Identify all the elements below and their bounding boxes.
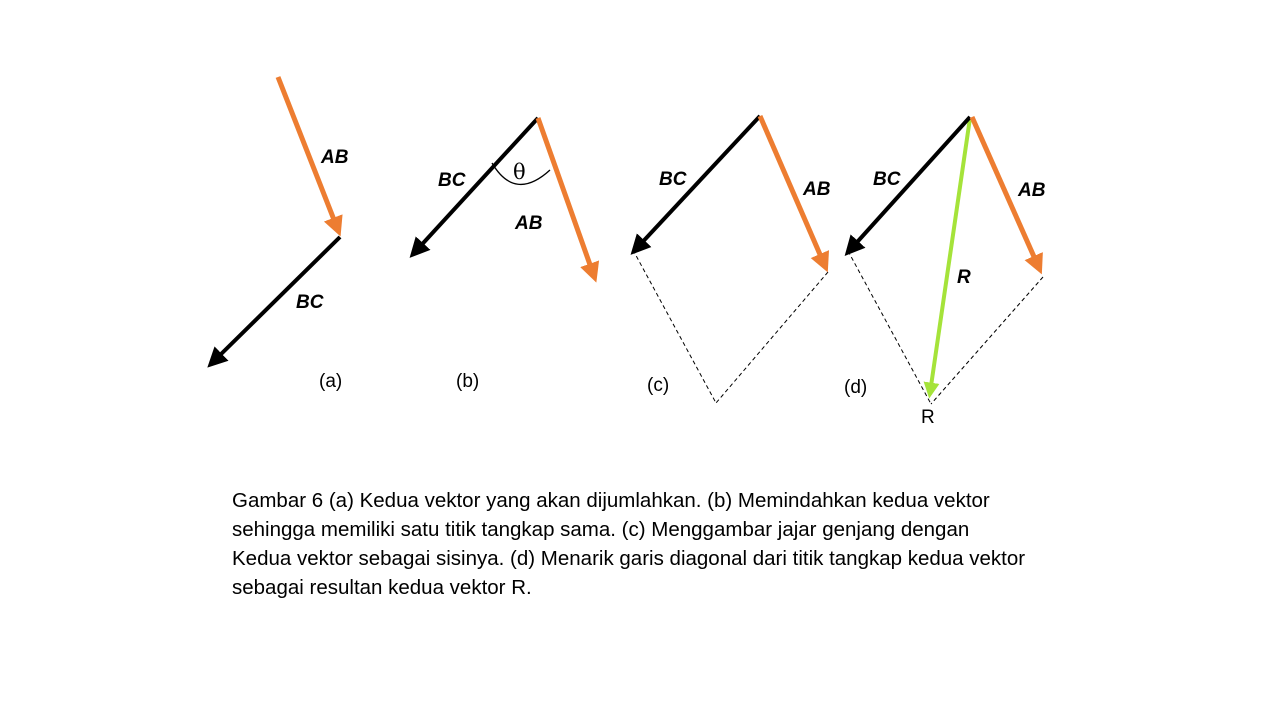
panel-tag: (b) (456, 371, 480, 392)
vector-bc-label: BC (438, 170, 466, 191)
panel-tag: (d) (844, 377, 868, 398)
parallelogram-side-dashed (716, 272, 828, 403)
parallelogram-side-dashed (633, 250, 716, 403)
theta-symbol: θ (513, 160, 526, 184)
vector-bc-label: BC (659, 169, 687, 190)
vector-bc-arrow (636, 116, 760, 249)
vector-ab-label: AB (1018, 180, 1046, 201)
caption-line: sebagai resultan kedua vektor R. (232, 576, 532, 599)
resultant-r-arrow (930, 118, 970, 393)
vector-bc-label: BC (873, 169, 901, 190)
parallelogram-side-dashed (931, 277, 1043, 404)
caption-line: sehingga memiliki satu titik tangkap sama. (c) Menggambar jajar genjang dengan (232, 518, 970, 541)
panel-a (213, 77, 349, 392)
vector-ab-label: AB (803, 179, 831, 200)
caption-line: Kedua vektor sebagai sisinya. (d) Menarik garis diagonal dari titik tangkap kedua vektor (232, 547, 1026, 570)
resultant-point-label: R (921, 407, 935, 428)
vector-ab-label: AB (515, 213, 543, 234)
panel-c (633, 116, 831, 403)
panel-tag: (c) (647, 375, 670, 396)
vector-ab-label: AB (321, 147, 349, 168)
figure-caption (232, 486, 1132, 602)
vector-bc-label: BC (296, 292, 324, 313)
caption-line: Gambar 6 (a) Kedua vektor yang akan dijumlahkan. (b) Memindahkan kedua vektor (232, 489, 990, 512)
vector-ab-arrow (538, 118, 594, 276)
panel-d (844, 117, 1046, 428)
panel-tag: (a) (319, 371, 343, 392)
panel-b (415, 118, 594, 392)
resultant-r-label: R (957, 267, 971, 288)
